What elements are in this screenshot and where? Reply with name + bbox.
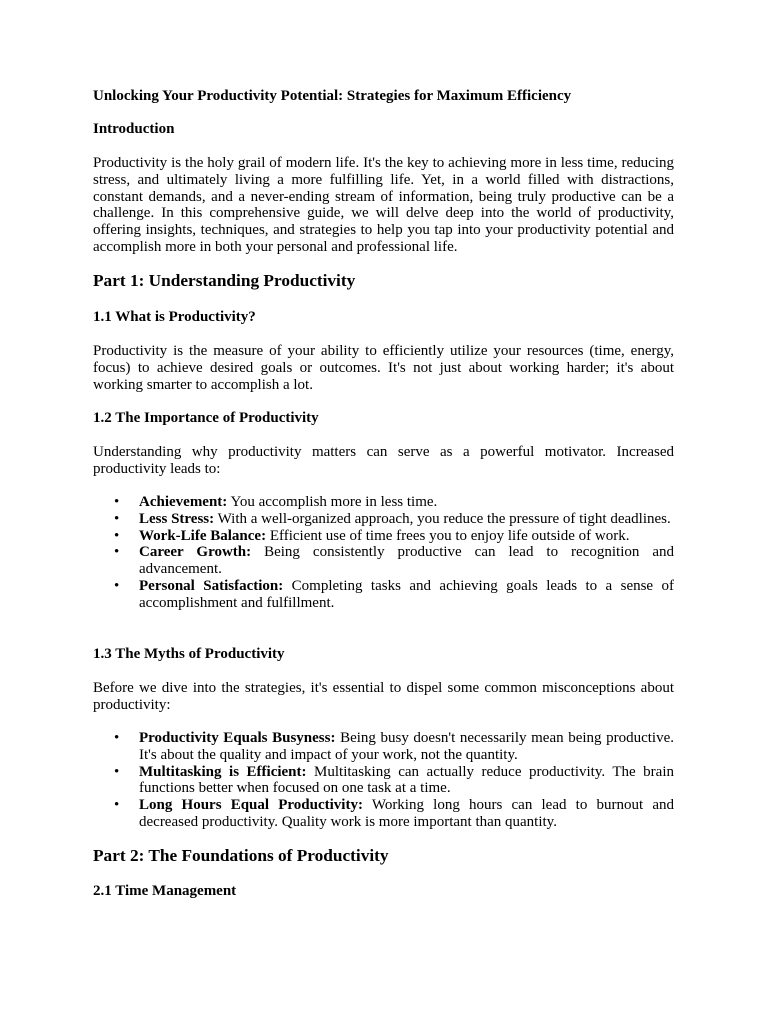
list-item — [93, 797, 674, 831]
list-item — [93, 578, 674, 612]
section-2-1-heading: 2.1 Time Management — [93, 883, 237, 899]
bullet-icon: • — [114, 763, 120, 780]
list-item — [93, 494, 674, 511]
list-item — [93, 730, 674, 764]
document-title: Unlocking Your Productivity Potential: Strategies for Maximum Efficiency — [93, 88, 572, 104]
list-item-lead: Work-Life Balance: — [139, 527, 267, 544]
list-item-text: Working long hours can lead to burnout and decreased productivity. Quality work is more important than quantity. — [139, 797, 674, 830]
bullet-icon: • — [114, 494, 120, 510]
introduction-paragraph: Productivity is the holy grail of modern life. It's the key to achieving more in less time, reducing stress, and ultimately living a more fulfilling life. Yet, in a world filled with distractions, constant demands, and a never-ending stream of information, being truly productive can be a challenge. In this comprehensive guide, we will delve deep into the world of productivity, offering insights, techniques, and strategies to help you tap into your productivity potential and accomplish more in both your personal and professional life. — [93, 155, 674, 255]
list-item-lead: Personal Satisfaction: — [139, 577, 284, 594]
list-item-lead: Less Stress: — [139, 510, 215, 527]
list-item-text: Being busy doesn't necessarily mean being productive. It's about the quality and impact of your work, not the quantity. — [139, 730, 675, 763]
myths-list — [93, 730, 674, 831]
bullet-icon: • — [114, 797, 120, 814]
list-item-lead: Career Growth: — [139, 544, 252, 561]
list-item-text: You accomplish more in less time. — [227, 494, 438, 510]
section-1-3-paragraph: Before we dive into the strategies, it's essential to dispel some common misconceptions about productivity: — [93, 680, 674, 713]
section-1-2-heading: 1.2 The Importance of Productivity — [93, 410, 319, 426]
list-item-text: Efficient use of time frees you to enjoy life outside of work. — [266, 527, 630, 544]
section-1-3-heading: 1.3 The Myths of Productivity — [93, 646, 285, 662]
importance-list — [93, 494, 674, 612]
bullet-icon: • — [114, 527, 120, 544]
list-item — [93, 511, 674, 528]
section-1-1-paragraph: Productivity is the measure of your ability to efficiently utilize your resources (time, energy, focus) to achieve desired goals or outcomes. It's not just about working harder; it's about working smarter to accomplish a lot. — [93, 343, 674, 393]
section-1-1-heading: 1.1 What is Productivity? — [93, 309, 256, 325]
list-item — [93, 764, 674, 798]
bullet-icon: • — [114, 730, 120, 746]
list-item-lead: Multitasking is Efficient: — [139, 763, 307, 780]
part2-heading: Part 2: The Foundations of Productivity — [93, 846, 389, 865]
list-item-text: Multitasking can actually reduce productivity. The brain functions better when focused on one task at a time. — [139, 763, 675, 797]
list-item-text: Being consistently productive can lead to recognition and advancement. — [139, 544, 675, 578]
list-item-text: Completing tasks and achieving goals leads to a sense of accomplishment and fulfillment. — [139, 577, 675, 611]
list-item-lead: Long Hours Equal Productivity: — [139, 797, 363, 814]
list-item-text: With a well-organized approach, you reduce the pressure of tight deadlines. — [214, 510, 671, 527]
bullet-icon: • — [114, 510, 120, 527]
introduction-heading: Introduction — [93, 121, 175, 137]
list-item — [93, 544, 674, 578]
bullet-icon: • — [114, 577, 120, 594]
part1-heading: Part 1: Understanding Productivity — [93, 271, 356, 290]
list-item — [93, 528, 674, 545]
bullet-icon: • — [114, 544, 120, 561]
list-item-lead: Productivity Equals Busyness: — [139, 730, 336, 746]
section-1-2-paragraph: Understanding why productivity matters can serve as a powerful motivator. Increased productivity leads to: — [93, 444, 674, 477]
list-item-lead: Achievement: — [139, 494, 228, 510]
